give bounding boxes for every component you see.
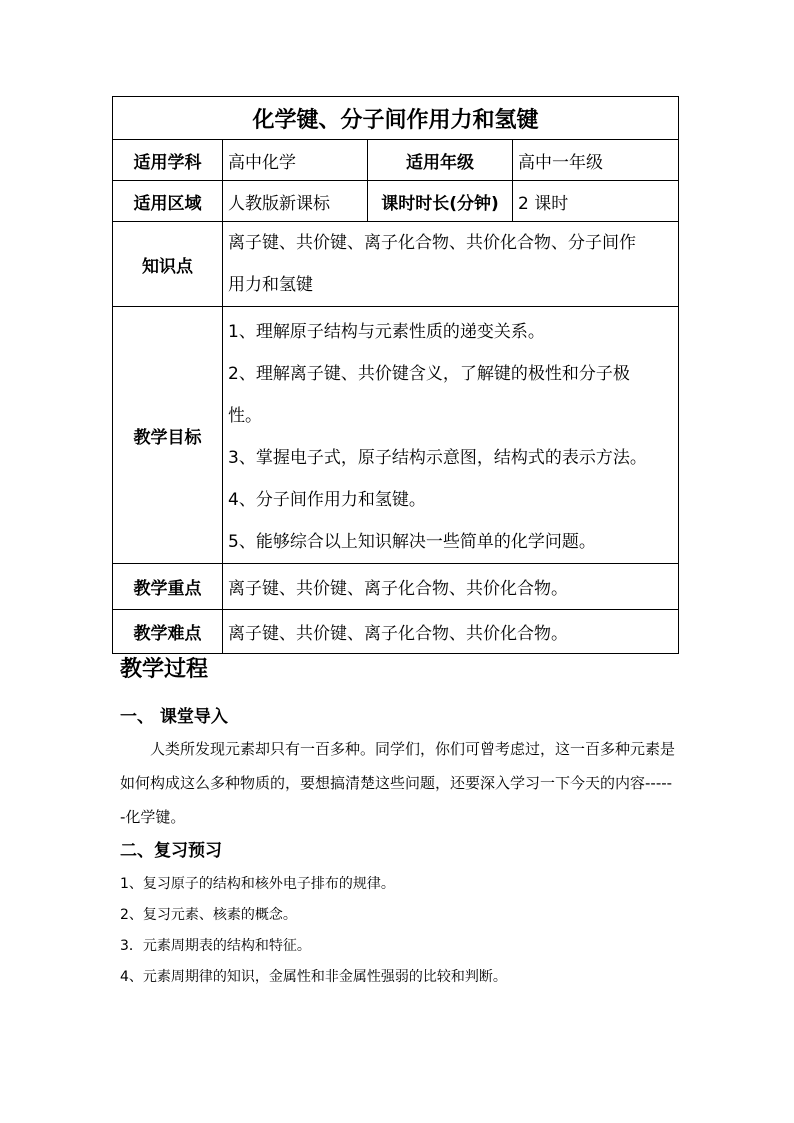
lesson-title: 化学键、分子间作用力和氢键	[113, 97, 679, 140]
subject-value: 高中化学	[223, 140, 368, 181]
process-heading: 教学过程	[120, 657, 209, 682]
section1-paragraph: 人类所发现元素却只有一百多种。同学们，你们可曾考虑过，这一百多种元素是如何构成这么多种物质的，要想搞清楚这些问题，还要深入学习一下今天的内容------化学键。	[120, 740, 676, 826]
lesson-info-table	[112, 96, 679, 654]
goal-item: 4、分子间作用力和氢键。	[228, 490, 426, 510]
review-item: 3．元素周期表的结构和特征。	[120, 938, 311, 954]
review-item: 4、元素周期律的知识，金属性和非金属性强弱的比较和判断。	[120, 969, 507, 985]
review-item: 1、复习原子的结构和核外电子排布的规律。	[120, 876, 395, 892]
goal-item: 5、能够综合以上知识解决一些简单的化学问题。	[228, 532, 596, 552]
goal-item: 3、掌握电子式，原子结构示意图，结构式的表示方法。	[228, 448, 647, 468]
section1-heading: 一、 课堂导入	[120, 707, 228, 727]
goal-item: 2、理解离子键、共价键含义，了解键的极性和分子极	[228, 364, 630, 384]
region-label: 适用区域	[113, 181, 223, 222]
goal-item: 1、理解原子结构与元素性质的递变关系。	[228, 322, 545, 342]
difficulty-value: 离子键、共价键、离子化合物、共价化合物。	[223, 610, 679, 654]
section2-heading: 二、复习预习	[120, 841, 222, 861]
grade-label: 适用年级	[368, 140, 513, 181]
duration-value: 2 课时	[513, 181, 679, 222]
knowledge-label: 知识点	[113, 222, 223, 307]
subject-label: 适用学科	[113, 140, 223, 181]
goals-list	[223, 307, 679, 564]
knowledge-value	[223, 222, 679, 307]
review-item: 2、复习元素、核素的概念。	[120, 907, 297, 923]
keypoint-label: 教学重点	[113, 564, 223, 610]
grade-value: 高中一年级	[513, 140, 679, 181]
difficulty-label: 教学难点	[113, 610, 223, 654]
knowledge-line: 用力和氢键	[228, 275, 313, 295]
goal-item: 性。	[228, 406, 262, 426]
knowledge-line: 离子键、共价键、离子化合物、共价化合物、分子间作	[228, 233, 636, 253]
duration-label: 课时时长(分钟)	[368, 181, 513, 222]
goals-label: 教学目标	[113, 307, 223, 564]
region-value: 人教版新课标	[223, 181, 368, 222]
keypoint-value: 离子键、共价键、离子化合物、共价化合物。	[223, 564, 679, 610]
